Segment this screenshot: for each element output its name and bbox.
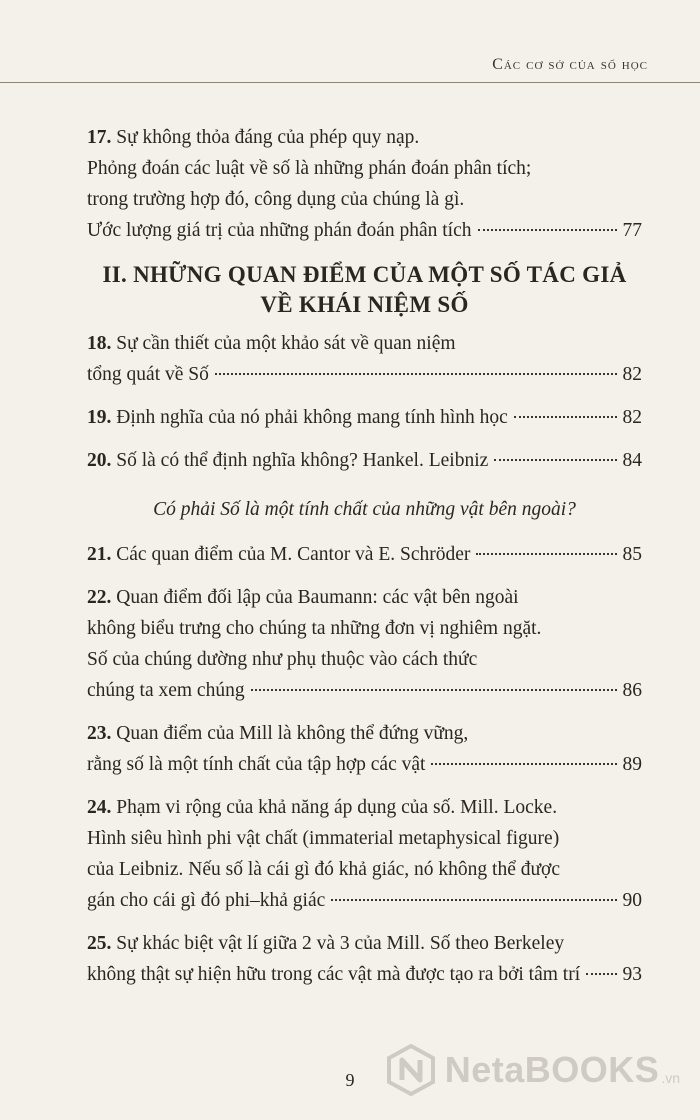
page-ref: 93 xyxy=(622,964,642,985)
toc-entry-20 xyxy=(87,445,642,476)
entry-line: của Leibniz. Nếu số là cái gì đó khả giác, nó không thể được xyxy=(87,859,561,880)
toc-entry-21 xyxy=(87,539,642,570)
entry-line: Sự cần thiết của một khảo sát về quan niệm xyxy=(116,333,456,354)
page-ref: 89 xyxy=(622,754,642,775)
entry-line: Phỏng đoán các luật về số là những phán đoán phân tích; xyxy=(87,158,532,179)
watermark-text: NetaBOOKS xyxy=(444,1049,660,1090)
section-heading-line: II. NHỮNG QUAN ĐIỂM CỦA MỘT SỐ TÁC GIẢ xyxy=(102,262,627,287)
entry-line: Quan điểm đối lập của Baumann: các vật bên ngoài xyxy=(116,587,519,608)
entry-line: Sự không thỏa đáng của phép quy nạp. xyxy=(116,127,420,148)
running-head: Các cơ sở của số học xyxy=(492,56,648,73)
subheading: Có phải Số là một tính chất của những vật bên ngoài? xyxy=(153,499,576,520)
page-number: 9 xyxy=(345,1070,355,1090)
entry-title: rằng số là một tính chất của tập hợp các vật xyxy=(87,754,426,775)
dot-leader xyxy=(215,372,617,375)
dot-leader xyxy=(476,552,616,555)
dot-leader xyxy=(478,228,617,231)
entry-line: Phạm vi rộng của khả năng áp dụng của số. Mill. Locke. xyxy=(116,797,558,818)
watermark xyxy=(385,1044,680,1096)
entry-number: 25. xyxy=(87,933,112,954)
entry-number: 20. xyxy=(87,450,112,471)
entry-title: gán cho cái gì đó phi–khả giác xyxy=(87,890,326,911)
entry-title: Định nghĩa của nó phải không mang tính hình học xyxy=(116,407,508,428)
page-ref: 86 xyxy=(622,680,642,701)
entry-line: trong trường hợp đó, công dụng của chúng là gì. xyxy=(87,189,465,210)
entry-number: 24. xyxy=(87,797,112,818)
entry-number: 17. xyxy=(87,127,112,148)
entry-title: chúng ta xem chúng xyxy=(87,680,245,701)
toc-entry-18 xyxy=(87,328,642,390)
netabooks-logo-icon xyxy=(385,1044,437,1096)
section-heading xyxy=(87,260,642,320)
toc-entry-24 xyxy=(87,792,642,916)
entry-line: Hình siêu hình phi vật chất (immaterial metaphysical figure) xyxy=(87,828,560,849)
dot-leader xyxy=(514,415,617,418)
entry-number: 19. xyxy=(87,407,112,428)
page-ref: 85 xyxy=(622,544,642,565)
page-ref: 90 xyxy=(622,890,642,911)
entry-line: Số của chúng dường như phụ thuộc vào cách thức xyxy=(87,649,478,670)
entry-title: Các quan điểm của M. Cantor và E. Schröder xyxy=(116,544,471,565)
entry-number: 21. xyxy=(87,544,112,565)
dot-leader xyxy=(331,898,616,901)
page-ref: 84 xyxy=(622,450,642,471)
toc-entry-17 xyxy=(87,122,642,246)
toc-content xyxy=(87,122,642,990)
page-ref: 82 xyxy=(622,364,642,385)
toc-entry-25 xyxy=(87,928,642,990)
dot-leader xyxy=(586,972,616,975)
entry-title: Số là có thể định nghĩa không? Hankel. Leibniz xyxy=(116,450,489,471)
toc-entry-19 xyxy=(87,402,642,433)
toc-entry-23 xyxy=(87,718,642,780)
dot-leader xyxy=(494,458,616,461)
entry-line: Quan điểm của Mill là không thể đứng vững, xyxy=(116,723,469,744)
dot-leader xyxy=(251,688,617,691)
dot-leader xyxy=(431,762,616,765)
entry-number: 23. xyxy=(87,723,112,744)
watermark-suffix: .vn xyxy=(661,1070,680,1086)
header-rule xyxy=(0,82,700,83)
entry-title: Ước lượng giá trị của những phán đoán phân tích xyxy=(87,220,472,241)
page-ref: 77 xyxy=(622,220,642,241)
entry-title: tổng quát về Số xyxy=(87,364,209,385)
entry-line: không biểu trưng cho chúng ta những đơn vị nghiêm ngặt. xyxy=(87,618,542,639)
entry-title: không thật sự hiện hữu trong các vật mà được tạo ra bởi tâm trí xyxy=(87,964,581,985)
entry-line: Sự khác biệt vật lí giữa 2 và 3 của Mill. Số theo Berkeley xyxy=(116,933,565,954)
entry-number: 18. xyxy=(87,333,112,354)
section-heading-line: VỀ KHÁI NIỆM SỐ xyxy=(260,292,469,317)
page-ref: 82 xyxy=(622,407,642,428)
toc-entry-22 xyxy=(87,582,642,706)
entry-number: 22. xyxy=(87,587,112,608)
